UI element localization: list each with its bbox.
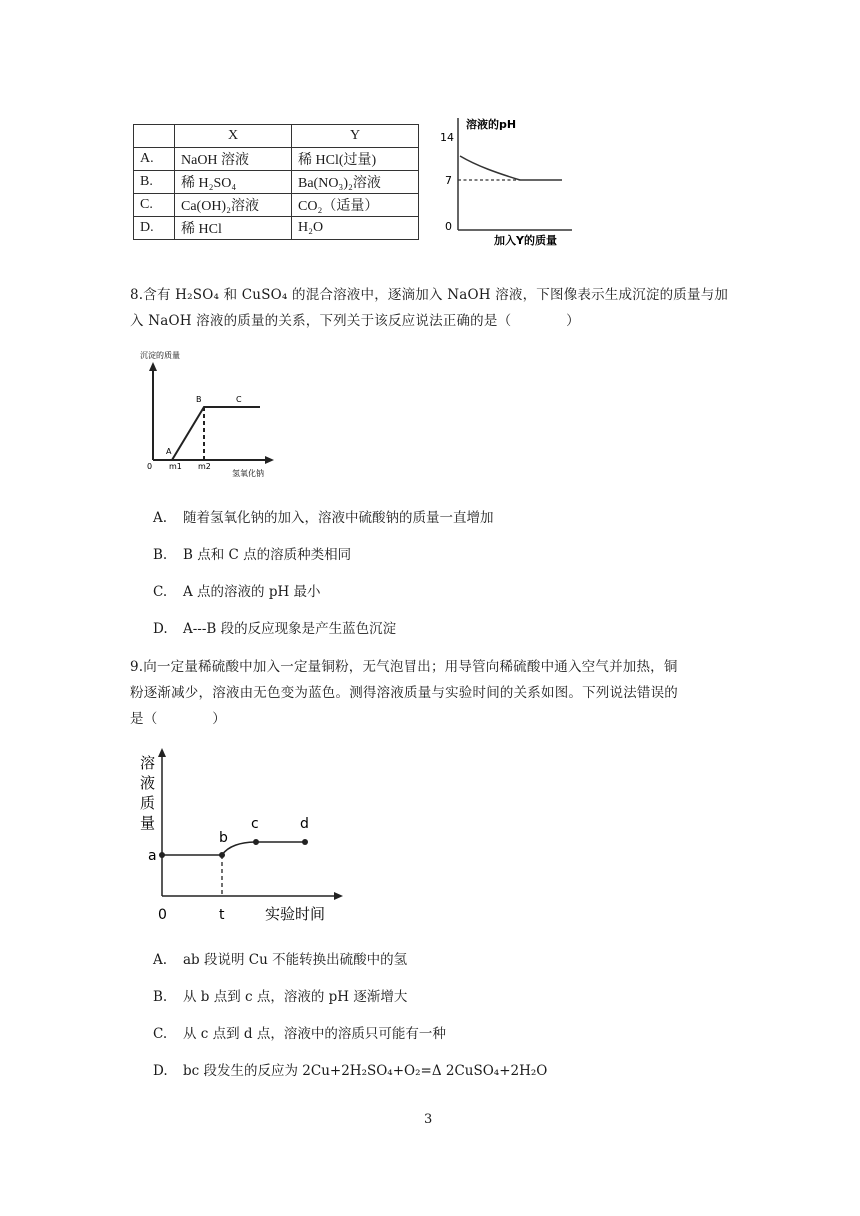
- option-label: A.: [153, 510, 168, 526]
- table-row: [134, 148, 419, 171]
- q9-point-d-dot: [302, 839, 308, 845]
- q8-m1: m1: [169, 462, 182, 471]
- ph-tick-0: 0: [445, 220, 452, 233]
- option-label: C.: [153, 584, 168, 600]
- option-label: C.: [153, 1026, 168, 1042]
- option-text: ab 段说明 Cu 不能转换出硫酸中的氢: [183, 952, 408, 968]
- ph-ylabel: 溶液的pH: [466, 118, 517, 131]
- ph-chart: [432, 110, 582, 250]
- option-label: A.: [153, 952, 168, 968]
- table-cell: [134, 125, 175, 148]
- q9-option-d: [153, 1059, 547, 1079]
- table-cell: H₂O: [292, 217, 419, 240]
- q9-line-2: 粉逐渐减少，溶液由无色变为蓝色。测得溶液质量与实验时间的关系如图。下列说法错误的: [130, 685, 678, 701]
- table-cell: Ba(NO₃)₂溶液: [292, 171, 419, 194]
- q9-ylabel-4: 量: [140, 814, 156, 832]
- table-cell: A.: [134, 148, 175, 171]
- q9-y-arrow: [158, 748, 166, 757]
- ph-tick-7: 7: [445, 174, 452, 187]
- option-text: bc 段发生的反应为 2Cu+2H₂SO₄+O₂=Δ 2CuSO₄+2H₂O: [183, 1063, 548, 1079]
- q9-ylabel-2: 液: [140, 774, 156, 792]
- xy-table: [133, 124, 419, 240]
- table-cell: 稀 HCl(过量): [292, 148, 419, 171]
- option-text: 从 b 点到 c 点，溶液的 pH 逐渐增大: [183, 989, 408, 1005]
- q9-label-t: t: [219, 907, 225, 923]
- q8-point-c: C: [236, 395, 242, 404]
- table-row: [134, 171, 419, 194]
- table-cell: 稀 HCl: [175, 217, 292, 240]
- q8-origin: 0: [147, 462, 153, 471]
- q9-bcd-curve: [222, 842, 305, 855]
- option-text: B 点和 C 点的溶质种类相同: [183, 547, 352, 563]
- table-cell: CO₂（适量）: [292, 194, 419, 217]
- q9-point-c-dot: [253, 839, 259, 845]
- q9-label-c: c: [251, 816, 259, 832]
- table-header-row: [134, 125, 419, 148]
- q8-point-b: B: [196, 395, 202, 404]
- q8-precipitate-chart: [140, 346, 280, 478]
- q8-y-arrow: [149, 362, 157, 371]
- table-row: [134, 194, 419, 217]
- q8-line-2: 入 NaOH 溶液的质量的关系，下列关于该反应说法正确的是（ ）: [130, 313, 580, 329]
- q9-xlabel: 实验时间: [265, 905, 326, 923]
- option-text: 从 c 点到 d 点，溶液中的溶质只可能有一种: [183, 1026, 446, 1042]
- q9-x-arrow: [334, 892, 343, 900]
- table-cell: B.: [134, 171, 175, 194]
- q9-ylabel-3: 质: [140, 794, 156, 812]
- q9-ylabel-1: 溶: [140, 754, 156, 772]
- q8-m2: m2: [198, 462, 211, 471]
- q9-option-c: [153, 1022, 446, 1042]
- table-row: [134, 217, 419, 240]
- option-label: D.: [153, 1063, 168, 1079]
- q9-point-a-dot: [159, 852, 165, 858]
- option-label: B.: [153, 989, 168, 1005]
- table-cell: Ca(OH)₂溶液: [175, 194, 292, 217]
- q9-option-a: [153, 948, 407, 968]
- ph-xlabel: 加入Y的质量: [494, 234, 557, 247]
- q9-option-b: [153, 985, 407, 1005]
- q9-line-1: 9.向一定量稀硫酸中加入一定量铜粉，无气泡冒出；用导管向稀硫酸中通入空气并加热，铜: [130, 659, 678, 675]
- option-text: A 点的溶液的 pH 最小: [183, 584, 321, 600]
- table-cell: D.: [134, 217, 175, 240]
- table-cell: Y: [292, 125, 419, 148]
- q9-label-a: a: [148, 848, 157, 864]
- option-text: A---B 段的反应现象是产生蓝色沉淀: [183, 621, 397, 637]
- table-cell: X: [175, 125, 292, 148]
- q8-x-arrow: [265, 456, 274, 464]
- table-cell: NaOH 溶液: [175, 148, 292, 171]
- q9-origin: 0: [158, 907, 167, 923]
- q8-option-a: [153, 506, 494, 526]
- q9-stem: [130, 654, 678, 732]
- q9-label-b: b: [219, 830, 228, 846]
- q8-xlabel: 氢氧化钠: [232, 469, 264, 478]
- page-number: 3: [424, 1112, 433, 1127]
- ph-tick-14: 14: [440, 131, 454, 144]
- q9-label-d: d: [300, 816, 309, 832]
- ph-curve: [460, 156, 520, 180]
- q8-option-b: [153, 543, 351, 563]
- q8-line-1: 8.含有 H₂SO₄ 和 CuSO₄ 的混合溶液中，逐滴加入 NaOH 溶液，下图像表示生成沉淀的质量与加: [130, 287, 729, 303]
- q8-point-a: A: [166, 447, 172, 456]
- q9-solution-mass-chart: [135, 746, 345, 928]
- q9-point-b-dot: [219, 852, 225, 858]
- table-cell: C.: [134, 194, 175, 217]
- q8-option-c: [153, 580, 321, 600]
- option-label: D.: [153, 621, 168, 637]
- option-label: B.: [153, 547, 168, 563]
- option-text: 随着氢氧化钠的加入，溶液中硫酸钠的质量一直增加: [183, 510, 494, 526]
- q8-option-d: [153, 617, 396, 637]
- q9-line-3: 是（ ）: [130, 711, 226, 727]
- q8-stem: [130, 282, 728, 334]
- table-cell: 稀 H₂SO₄: [175, 171, 292, 194]
- q8-ylabel: 沉淀的质量: [140, 351, 180, 360]
